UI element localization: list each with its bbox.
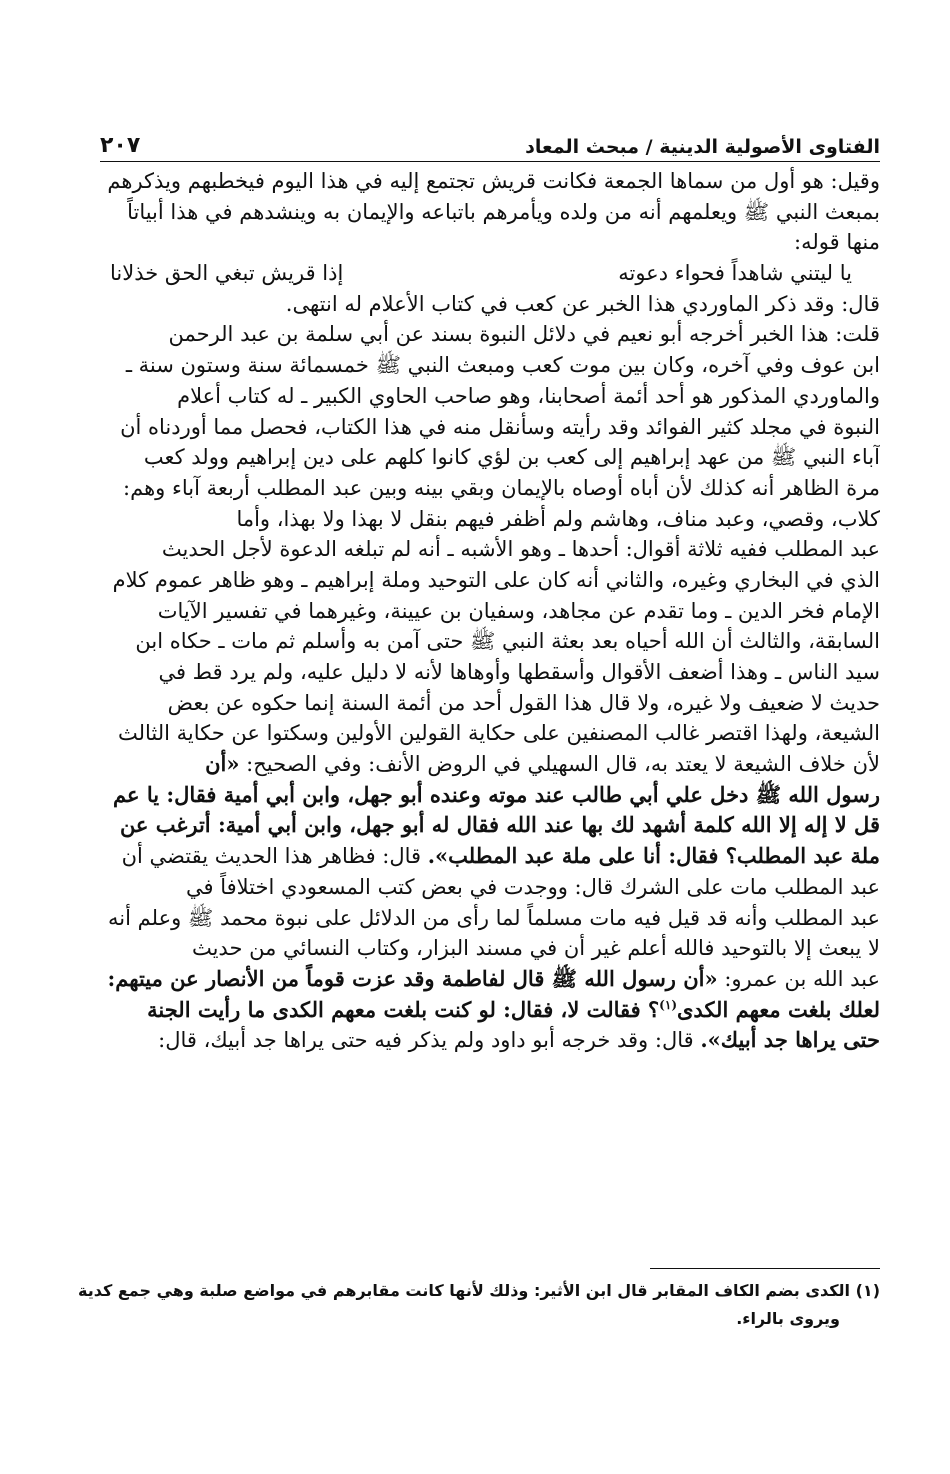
page-header <box>100 118 880 158</box>
hadith-quote-line <box>100 995 880 1026</box>
text-line: الشيعة، ولهذا اقتصر غالب المصنفين على حكاية القولين الأولين وسكتوا عن حكاية الثالث <box>117 721 880 746</box>
hadith-quote-end: حتى يراها جد أبيك». <box>700 1027 880 1053</box>
text-segment: لعلك بلغت معهم الكدى <box>677 996 880 1022</box>
text-line: مرة الظاهر أنه كذلك لأن أباه أوصاه بالإيمان وبقي بينه وبين عبد المطلب أربعة آباء وهم: <box>123 475 880 500</box>
footnote <box>78 1277 880 1333</box>
text-line: عبد المطلب وأنه قد قيل فيه مات مسلماً لما رأى من الدلائل على نبوة محمد ﷺ وعلم أنه <box>108 905 880 930</box>
text-line: حديث لا ضعيف ولا غيره، ولا قال هذا القول أحد من أئمة السنة إنما حكوه عن بعض <box>167 690 880 715</box>
verse-first-hemistich: يا ليتني شاهداً فحواء دعوته <box>618 261 852 286</box>
hadith-quote-start: «أن <box>205 751 240 777</box>
hadith-quote-line: «أن رسول الله ﷺ قال لفاطمة وقد عزت قوماً من الأنصار عن ميتهم: <box>107 965 718 991</box>
footnote-text: الكدى بضم الكاف المقابر قال ابن الأثير: وذلك لأنها كانت مقابرهم في مواضع صلبة وهي جمع كدية <box>78 1281 851 1300</box>
text-line: الإمام فخر الدين ـ وما تقدم عن مجاهد، وسفيان بن عيينة، وغيرهما في تفسير الآيات <box>157 598 880 623</box>
text-line <box>100 964 880 995</box>
text-line: قلت: هذا الخبر أخرجه أبو نعيم في دلائل النبوة بسند عن أبي سلمة بن عبد الرحمن <box>168 322 880 347</box>
text-line: والماوردي المذكور هو أحد أئمة أصحابنا، وهو صاحب الحاوي الكبير ـ له كتاب أعلام <box>177 383 880 408</box>
text-line: السابقة، والثالث أن الله أحياه بعد بعثة النبي ﷺ حتى آمن به وأسلم ثم مات ـ حكاه ابن <box>135 629 880 654</box>
hadith-quote-end: ملة عبد المطلب؟ فقال: أنا على ملة عبد المطلب». <box>427 843 880 869</box>
text-line: لا يبعث إلا بالتوحيد فالله أعلم غير أن في مسند البزار، وكتاب النسائي من حديث <box>191 936 880 961</box>
text-line: منها قوله: <box>794 230 880 255</box>
text-line: آباء النبي ﷺ من عهد إبراهيم إلى كعب بن لؤي كانوا كلهم على دين إبراهيم وولد كعب <box>143 445 880 470</box>
text-line: وقيل: هو أول من سماها الجمعة فكانت قريش تجتمع إليه في هذا اليوم فيخطبهم ويذكرهم <box>107 169 880 193</box>
text-line: سيد الناس ـ وهذا أضعف الأقوال وأسقطها وأوهاها لأنه لا دليل عليه، ولم يرد قط في <box>158 660 880 684</box>
text-segment: قال: وقد خرجه أبو داود ولم يذكر فيه حتى يراها جد أبيك، قال: <box>158 1028 694 1053</box>
running-title: الفتاوى الأصولية الدينية / مبحث المعاد <box>525 136 880 158</box>
text-line: النبوة في مجلد كثير الفوائد وقد رأيته وسأنقل منه في هذا الكتاب، فحصل مما أوردناه أن <box>120 414 880 439</box>
footnote-rule <box>650 1268 880 1269</box>
text-line: بمبعث النبي ﷺ ويعلمهم أنه من ولده ويأمرهم باتباعه والإيمان به وينشدهم في هذا أبياتاً <box>127 199 880 224</box>
hadith-quote-line: رسول الله ﷺ دخل علي أبي طالب عند موته وعنده أبو جهل، وابن أبي أمية فقال: يا عم <box>113 781 880 807</box>
text-line: عبد المطلب ففيه ثلاثة أقوال: أحدها ـ وهو الأشبه ـ أنه لم تبلغه الدعوة لأجل الحديث <box>161 537 880 562</box>
hadith-quote-line: قل لا إله إلا الله كلمة أشهد لك بها عند الله فقال له أبو جهل، وابن أبي أمية: أترغب عن <box>119 812 880 838</box>
text-line: ابن عوف وفي آخره، وكان بين موت كعب ومبعث النبي ﷺ خمسمائة سنة وستون سنة ـ <box>125 353 880 378</box>
text-segment: عبد الله بن عمرو: <box>724 966 880 991</box>
footnote-line: ويروى بالراء. <box>736 1309 840 1328</box>
main-text <box>100 166 880 1056</box>
verse-second-hemistich: إذا قريش تبغي الحق خذلانا <box>110 261 344 286</box>
page-number: ٢٠٧ <box>100 133 141 158</box>
header-rule <box>100 161 880 162</box>
text-line <box>100 1025 880 1056</box>
text-line <box>100 841 880 872</box>
text-segment: ؟ فقالت لا، فقال: لو كنت بلغت معهم الكدى ما رأيت الجنة <box>147 996 660 1022</box>
text-line: الذي في البخاري وغيره، والثاني أنه كان على التوحيد وملة إبراهيم ـ وهو ظاهر عموم كلام <box>112 567 880 592</box>
footnote-line <box>78 1277 880 1305</box>
text-line <box>100 749 880 780</box>
footnote-number: (١) <box>855 1281 880 1300</box>
text-segment: لأن خلاف الشيعة لا يعتد به، قال السهيلي في الروض الأنف: وفي الصحيح: <box>246 752 880 777</box>
footnote-marker[interactable]: (١) <box>659 997 677 1012</box>
text-segment: قال: فظاهر هذا الحديث يقتضي أن <box>121 844 422 869</box>
poetry-verse <box>100 258 880 289</box>
text-line: قال: وقد ذكر الماوردي هذا الخبر عن كعب في كتاب الأعلام له انتهى. <box>285 291 880 316</box>
text-line: كلاب، وقصي، وعبد مناف، وهاشم ولم أظفر فيهم بنقل لا بهذا ولا بهذا، وأما <box>236 506 880 531</box>
text-line: عبد المطلب مات على الشرك قال: ووجدت في بعض كتب المسعودي اختلافاً في <box>186 874 880 899</box>
